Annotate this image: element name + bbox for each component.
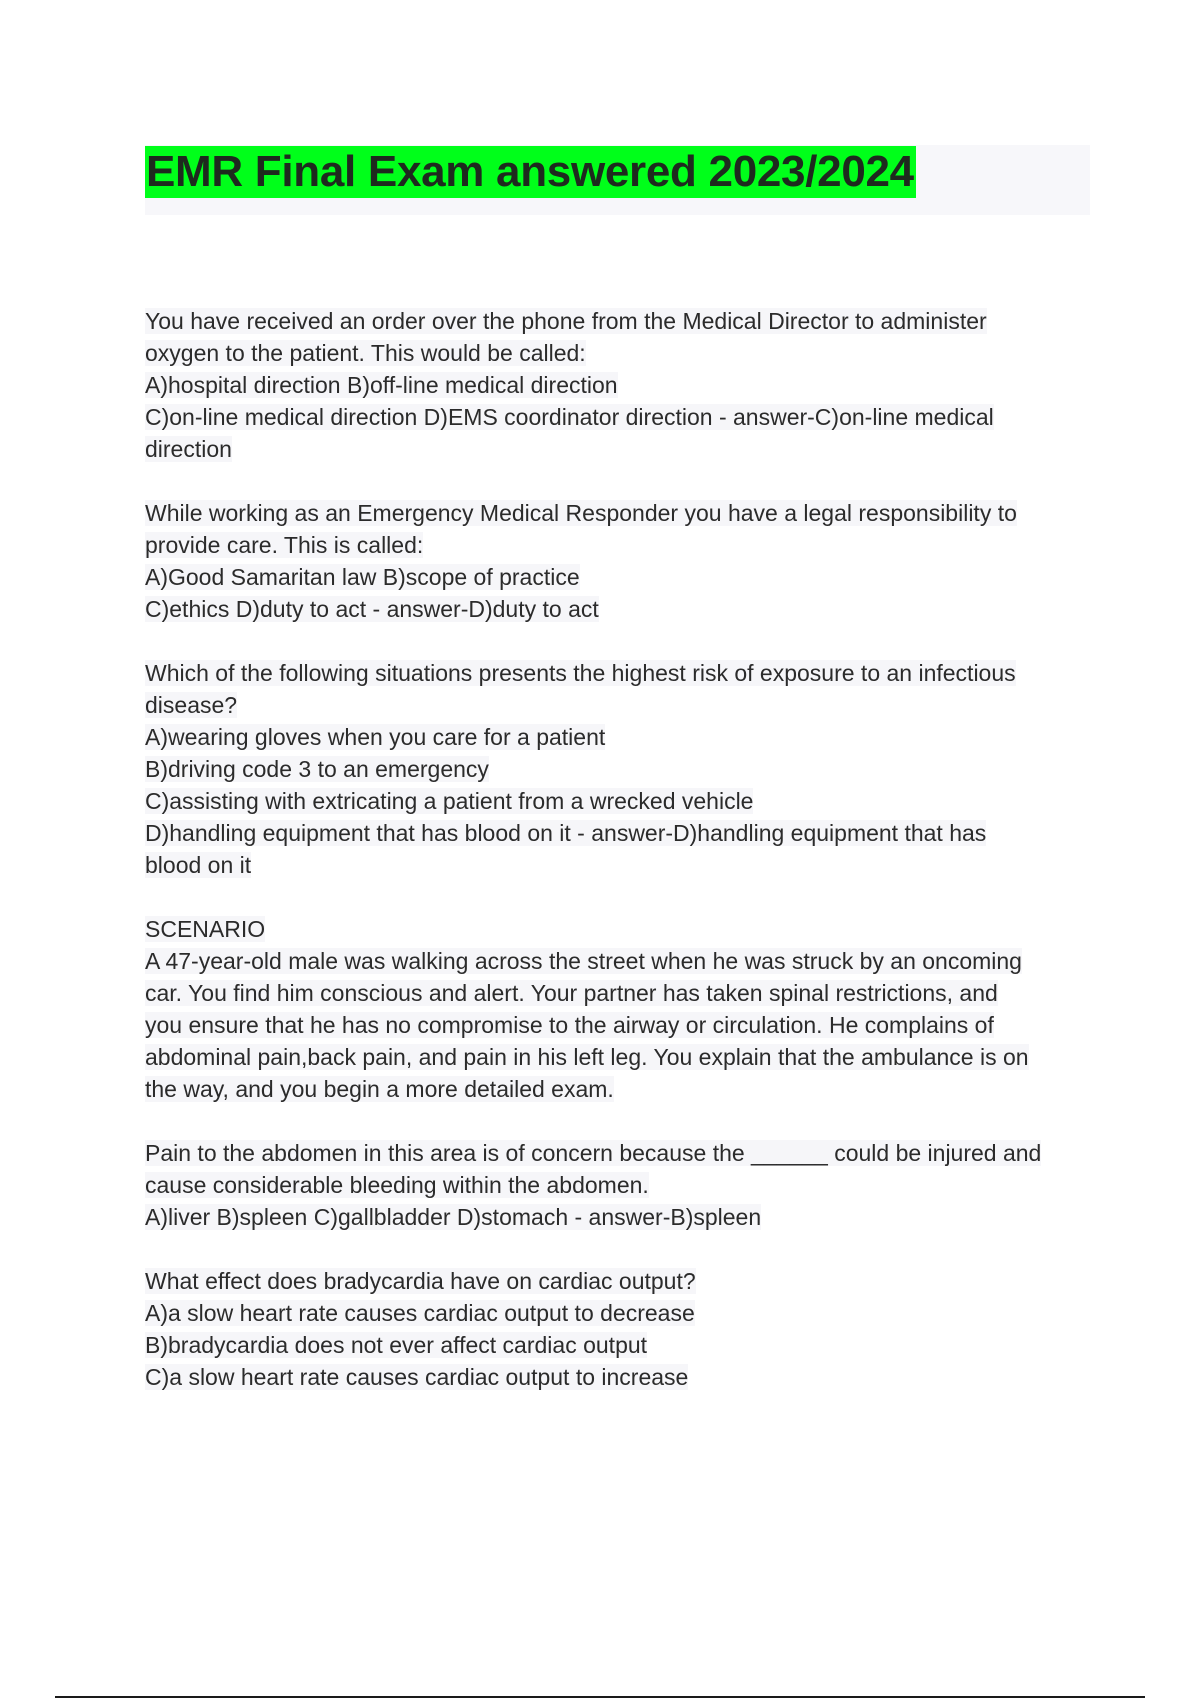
text-line: C)ethics D)duty to act - answer-D)duty to act bbox=[145, 596, 599, 622]
text-line: B)driving code 3 to an emergency bbox=[145, 756, 489, 782]
scenario-heading: SCENARIO bbox=[145, 916, 266, 942]
text-line: You have received an order over the phone from the Medical Director to administer bbox=[145, 308, 987, 334]
text-line: blood on it bbox=[145, 852, 252, 878]
text-line: abdominal pain,back pain, and pain in his left leg. You explain that the ambulance is on bbox=[145, 1044, 1029, 1070]
text-line: Pain to the abdomen in this area is of concern because the ______ could be injured and bbox=[145, 1140, 1042, 1166]
text-line: oxygen to the patient. This would be called: bbox=[145, 340, 586, 366]
document-content bbox=[145, 305, 1090, 1425]
text-line: A 47-year-old male was walking across the street when he was struck by an oncoming bbox=[145, 948, 1022, 974]
question-block bbox=[145, 305, 1090, 465]
text-line: A)hospital direction B)off-line medical direction bbox=[145, 372, 618, 398]
question-block bbox=[145, 497, 1090, 625]
text-line: provide care. This is called: bbox=[145, 532, 424, 558]
scenario-block bbox=[145, 913, 1090, 1105]
text-line: A)a slow heart rate causes cardiac output to decrease bbox=[145, 1300, 695, 1326]
question-block bbox=[145, 1137, 1090, 1233]
text-line: C)a slow heart rate causes cardiac output to increase bbox=[145, 1364, 689, 1390]
question-block bbox=[145, 657, 1090, 881]
text-line: direction bbox=[145, 436, 232, 462]
question-block bbox=[145, 1265, 1090, 1393]
page-bottom-rule bbox=[55, 1696, 1145, 1698]
text-line: C)assisting with extricating a patient from a wrecked vehicle bbox=[145, 788, 754, 814]
document-title: EMR Final Exam answered 2023/2024 bbox=[146, 147, 914, 196]
text-line: you ensure that he has no compromise to the airway or circulation. He complains of bbox=[145, 1012, 994, 1038]
text-line: A)Good Samaritan law B)scope of practice bbox=[145, 564, 580, 590]
text-line: Which of the following situations presents the highest risk of exposure to an infectious bbox=[145, 660, 1016, 686]
text-line: What effect does bradycardia have on cardiac output? bbox=[145, 1268, 696, 1294]
text-line: the way, and you begin a more detailed exam. bbox=[145, 1076, 614, 1102]
text-line: A)liver B)spleen C)gallbladder D)stomach - answer-B)spleen bbox=[145, 1204, 762, 1230]
text-line: D)handling equipment that has blood on it - answer-D)handling equipment that has bbox=[145, 820, 987, 846]
text-line: C)on-line medical direction D)EMS coordinator direction - answer-C)on-line medical bbox=[145, 404, 994, 430]
text-line: cause considerable bleeding within the abdomen. bbox=[145, 1172, 649, 1198]
text-line: A)wearing gloves when you care for a patient bbox=[145, 724, 606, 750]
text-line: car. You find him conscious and alert. Your partner has taken spinal restrictions, and bbox=[145, 980, 998, 1006]
text-line: disease? bbox=[145, 692, 238, 718]
text-line: While working as an Emergency Medical Responder you have a legal responsibility to bbox=[145, 500, 1017, 526]
text-line: B)bradycardia does not ever affect cardiac output bbox=[145, 1332, 648, 1358]
